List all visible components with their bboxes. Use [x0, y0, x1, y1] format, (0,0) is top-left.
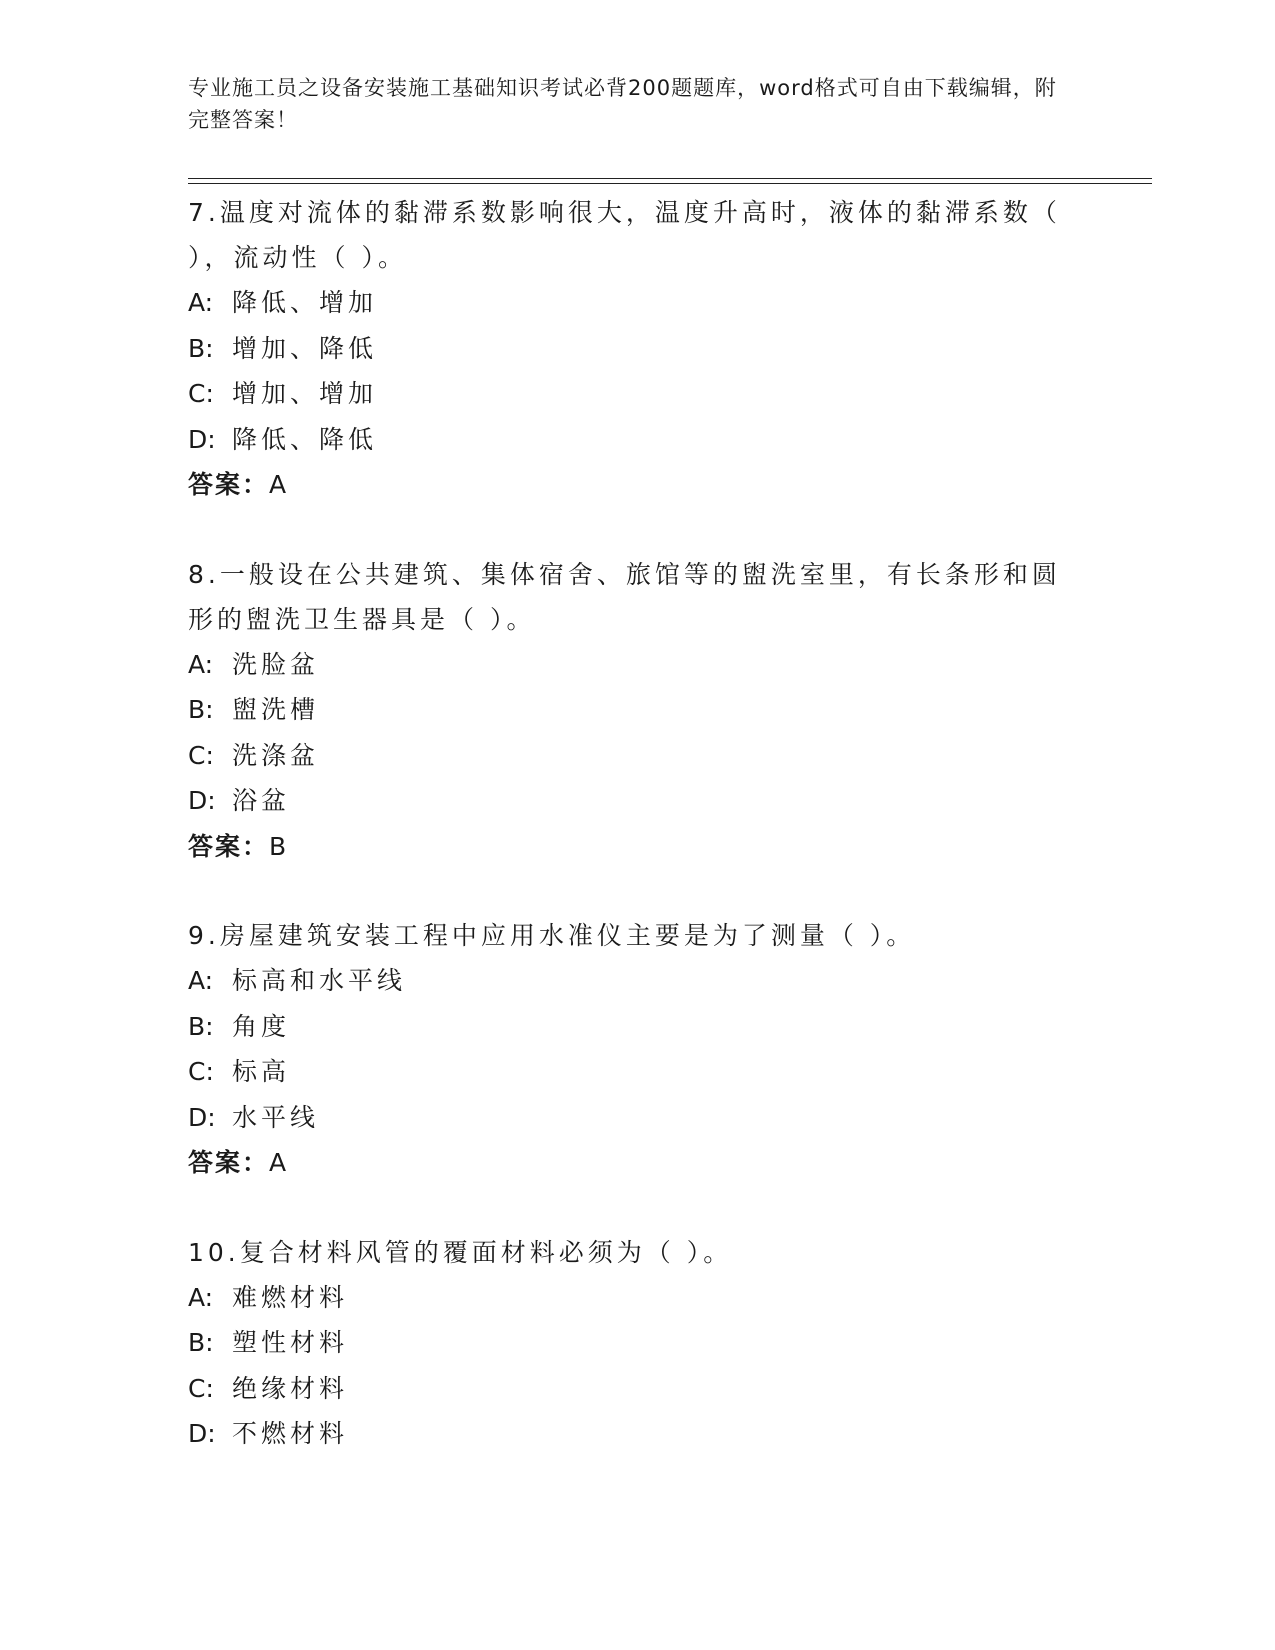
question-8 — [188, 552, 1088, 870]
option-key: A: — [188, 288, 214, 317]
question-text: 8.一般设在公共建筑、集体宿舍、旅馆等的盥洗室里，有长条形和圆形的盥洗卫生器具是（ ）。 — [188, 559, 1061, 634]
option-text: 塑性材料 — [232, 1328, 349, 1357]
option-key: B: — [188, 695, 214, 724]
option-c — [188, 371, 1088, 417]
question-list — [188, 190, 1088, 1501]
option-a — [188, 642, 1088, 688]
option-a — [188, 280, 1088, 326]
question-text: 9.房屋建筑安装工程中应用水准仪主要是为了测量（ ）。 — [188, 921, 916, 950]
option-text: 标高 — [232, 1057, 291, 1086]
answer-label: 答案： — [188, 831, 270, 861]
header-divider-bottom — [188, 183, 1152, 184]
answer-label: 答案： — [188, 1148, 270, 1177]
option-key: C: — [188, 1057, 214, 1086]
option-key: C: — [188, 379, 214, 408]
option-text: 不燃材料 — [232, 1419, 349, 1448]
option-key: D: — [188, 424, 216, 454]
option-b — [188, 1320, 1088, 1366]
answer — [188, 1140, 1088, 1186]
option-d — [188, 1095, 1088, 1141]
option-c — [188, 1366, 1088, 1412]
option-text: 浴盆 — [232, 786, 291, 815]
question-text: 7.温度对流体的黏滞系数影响很大，温度升高时，液体的黏滞系数（ ），流动性（ ）。 — [188, 198, 1061, 272]
option-key: C: — [188, 1373, 214, 1403]
option-d — [188, 1411, 1088, 1457]
option-text: 降低、降低 — [232, 424, 378, 454]
answer-label: 答案： — [188, 470, 270, 499]
answer — [188, 462, 1088, 508]
option-c — [188, 1049, 1088, 1095]
option-b — [188, 326, 1088, 372]
option-c — [188, 733, 1088, 779]
option-d — [188, 417, 1088, 463]
question-text: 10.复合材料风管的覆面材料必须为（ ）。 — [188, 1237, 733, 1267]
option-key: B: — [188, 1328, 214, 1357]
option-a — [188, 1275, 1088, 1321]
option-key: D: — [188, 786, 216, 815]
option-text: 绝缘材料 — [232, 1373, 349, 1403]
option-text: 水平线 — [232, 1102, 320, 1132]
option-text: 降低、增加 — [232, 288, 378, 317]
option-a — [188, 958, 1088, 1004]
answer-value: A — [269, 1148, 289, 1177]
option-b — [188, 1004, 1088, 1050]
question-7 — [188, 190, 1088, 508]
answer-value: B — [269, 831, 289, 861]
option-d — [188, 778, 1088, 824]
option-key: A: — [188, 649, 214, 679]
option-key: D: — [188, 1102, 216, 1132]
option-key: B: — [188, 333, 214, 363]
option-text: 增加、增加 — [232, 379, 378, 408]
option-key: D: — [188, 1419, 216, 1448]
answer-value: A — [269, 470, 289, 499]
option-text: 增加、降低 — [232, 333, 378, 363]
option-key: A: — [188, 966, 214, 995]
option-key: A: — [188, 1282, 214, 1312]
option-text: 盥洗槽 — [232, 695, 320, 724]
option-key: C: — [188, 740, 214, 770]
question-10 — [188, 1230, 1088, 1457]
option-text: 难燃材料 — [232, 1282, 349, 1312]
question-9 — [188, 913, 1088, 1186]
option-text: 角度 — [232, 1011, 291, 1041]
option-text: 洗脸盆 — [232, 649, 320, 679]
option-text: 洗涤盆 — [232, 740, 320, 770]
document-title: 专业施工员之设备安装施工基础知识考试必背200题题库，word格式可自由下载编辑，附完整答案！ — [188, 76, 1057, 132]
option-b — [188, 687, 1088, 733]
option-text: 标高和水平线 — [232, 966, 407, 995]
answer — [188, 824, 1088, 870]
header-divider-top — [188, 178, 1152, 179]
option-key: B: — [188, 1011, 214, 1041]
